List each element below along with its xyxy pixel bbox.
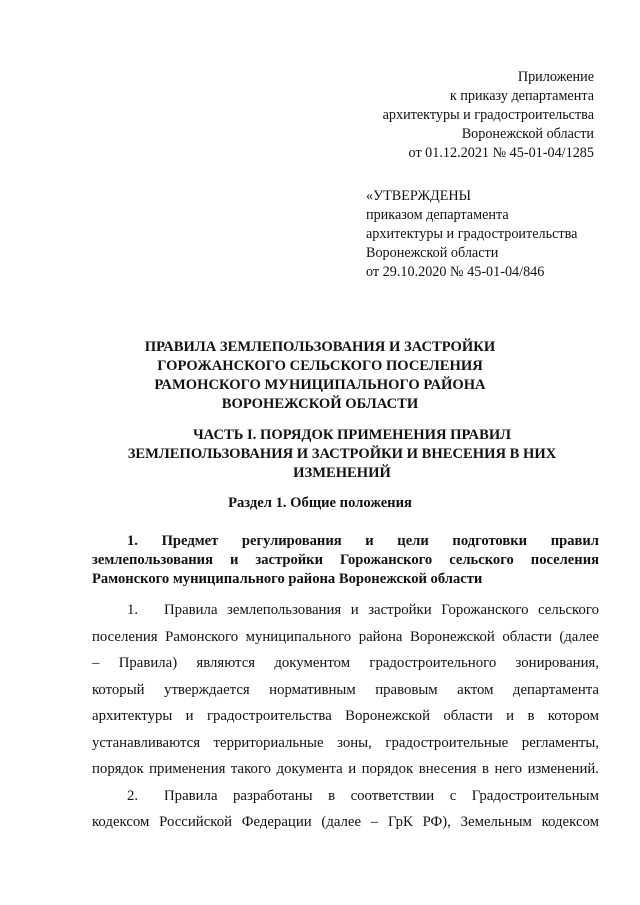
appendix-block bbox=[334, 68, 594, 163]
approved-line: «УТВЕРЖДЕНЫ bbox=[366, 188, 471, 204]
title-line: ВОРОНЕЖСКОЙ ОБЛАСТИ bbox=[221, 396, 419, 412]
paragraph-line: архитектуры и градостроительства Воронежской области и в котором bbox=[92, 708, 599, 724]
appendix-line: от 01.12.2021 № 45-01-04/1285 bbox=[408, 145, 594, 161]
appendix-line: к приказу департамента bbox=[449, 88, 594, 104]
part-heading bbox=[82, 426, 602, 483]
part-line: ЧАСТЬ I. ПОРЯДОК ПРИМЕНЕНИЯ ПРАВИЛ bbox=[192, 427, 512, 443]
part-line: ЗЕМЛЕПОЛЬЗОВАНИЯ И ЗАСТРОЙКИ И ВНЕСЕНИЯ В НИХ bbox=[127, 446, 557, 462]
paragraph-line bbox=[92, 783, 599, 810]
paragraph-1 bbox=[92, 597, 599, 783]
paragraph-2 bbox=[92, 783, 599, 836]
paragraph-line: устанавливаются территориальные зоны, градостроительные регламенты, bbox=[92, 734, 599, 751]
approved-line: архитектуры и градостроительства bbox=[366, 226, 578, 242]
paragraph-number: 1. bbox=[127, 602, 139, 618]
document-title bbox=[60, 338, 580, 414]
approved-line: Воронежской области bbox=[366, 245, 499, 261]
approved-line: приказом департамента bbox=[366, 207, 509, 223]
title-line: ПРАВИЛА ЗЕМЛЕПОЛЬЗОВАНИЯ И ЗАСТРОЙКИ bbox=[144, 339, 496, 355]
appendix-line: Воронежской области bbox=[461, 126, 594, 142]
paragraph-line bbox=[92, 597, 599, 624]
approved-block bbox=[366, 187, 616, 282]
paragraph-line: который утверждается нормативным правовым актом департамента bbox=[92, 681, 599, 698]
paragraph-number: 2. bbox=[127, 787, 139, 804]
title-line: РАМОНСКОГО МУНИЦИПАЛЬНОГО РАЙОНА bbox=[154, 377, 486, 393]
paragraph-line: поселения Рамонского муниципального района Воронежской области (далее bbox=[92, 628, 599, 645]
paragraph-line-text: Правила разработаны в соответствии с Градостроительным bbox=[164, 787, 599, 804]
paragraph-line: кодексом Российской Федерации (далее – ГрК РФ), Земельным кодексом bbox=[92, 814, 599, 830]
paragraph-line: порядок применения такого документа и порядок внесения в него изменений. bbox=[92, 761, 599, 777]
appendix-line: архитектуры и градостроительства bbox=[382, 107, 594, 123]
article-heading bbox=[92, 532, 599, 589]
article-heading-line: 1. Предмет регулирования и цели подготовки правил bbox=[127, 533, 599, 549]
title-line: ГОРОЖАНСКОГО СЕЛЬСКОГО ПОСЕЛЕНИЯ bbox=[157, 358, 483, 374]
article-heading-line: Рамонского муниципального района Воронежской области bbox=[92, 571, 483, 587]
appendix-line: Приложение bbox=[517, 69, 594, 85]
body-text bbox=[92, 597, 599, 836]
article-heading-line: землепользования и застройки Горожанского сельского поселения bbox=[92, 552, 599, 568]
paragraph-line: – Правила) являются документом градостроительного зонирования, bbox=[92, 655, 599, 671]
paragraph-line-text: Правила землепользования и застройки Горожанского сельского bbox=[164, 602, 599, 618]
section-heading: Раздел 1. Общие положения bbox=[228, 495, 412, 511]
part-line: ИЗМЕНЕНИЙ bbox=[293, 465, 391, 481]
approved-line: от 29.10.2020 № 45-01-04/846 bbox=[366, 264, 545, 280]
